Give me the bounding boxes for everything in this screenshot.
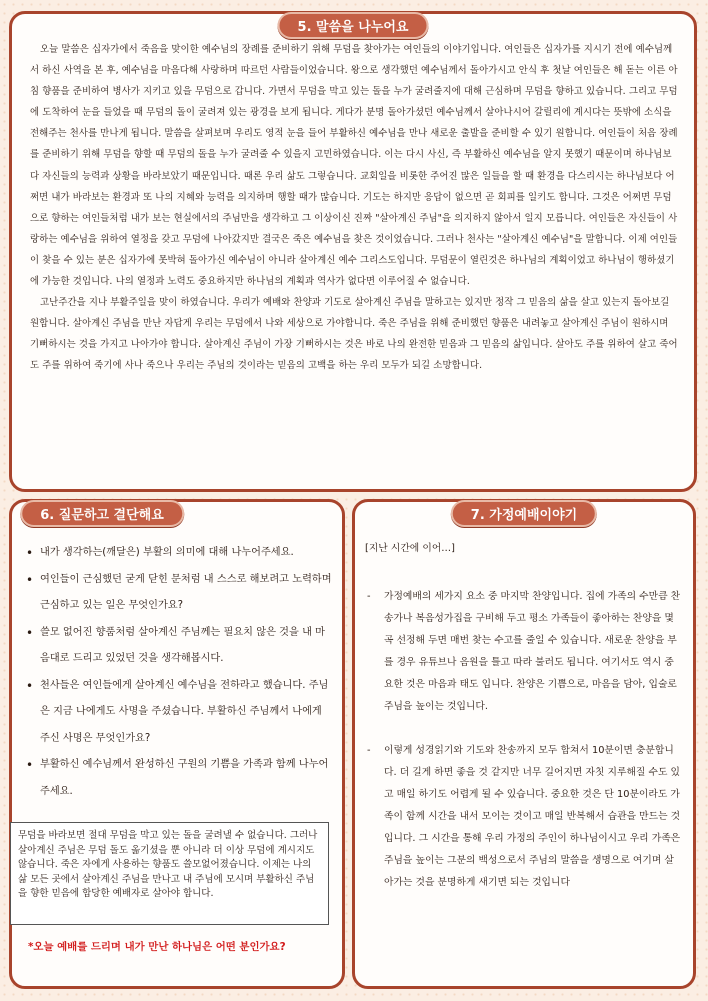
question-item: • 내가 생각하는(깨달은) 부활의 의미에 대해 나누어주세요. [26, 540, 334, 567]
question-item: • 여인들이 근심했던 굳게 닫힌 문처럼 내 스스로 해보려고 노력하며 근심하고 있는 일은 무엇인가요? [26, 567, 334, 620]
section-5-body [30, 39, 680, 377]
section-5-title: 5. 말씀을 나누어요 [278, 12, 429, 39]
section-7-box [352, 499, 696, 989]
section-5-paragraph-2: 고난주간을 지나 부활주일을 맞이 하였습니다. 우리가 예배와 찬양과 기도로 살아계신 주님을 말하고는 있지만 정작 그 믿음의 삶을 살고 있는지 돌아보길 원합니다. 살아계신 주님을 만난 자답게 우리는 무덤에서 나와 세상으로 가야합니다. 죽은 주님을 위해 준비했던 향품은 내려놓고 살아계신 주님이 원하시며 기뻐하시는 것을 가지고 나아가야 합니다. 살아계신 주님이 가장 기뻐하시는 것은 바로 나의 완전한 믿음과 그 믿음의 삶입니다. 살아도 주를 위하여 살고 죽어도 주를 위하여 죽기에 사나 죽으나 우리는 주님의 것이라는 믿음의 고백을 하는 우리 모두가 되길 소망합니다. [30, 297, 678, 372]
question-list [26, 540, 334, 805]
question-item: • 천사들은 여인들에게 살아계신 예수님을 전하라고 했습니다. 주님은 지금 나에게도 사명을 주셨습니다. 부활하신 주님께서 나에게 주신 사명은 무엇인가요? [26, 673, 334, 753]
reflection-prompt: *오늘 예배를 드리며 내가 만난 하나님은 어떤 분인가요? [28, 941, 286, 953]
section-7-lead: [지난 시간에 이어…] [365, 543, 455, 554]
question-item: • 쓸모 없어진 향품처럼 살아계신 주님께는 필요치 않은 것을 내 마음대로 드리고 있었던 것을 생각해봅시다. [26, 620, 334, 673]
summary-note: 무덤을 바라보면 절대 무덤을 막고 있는 돌을 굴려낼 수 없습니다. 그러나 살아계신 주님은 무덤 돌도 옮기셨을 뿐 아니라 더 이상 무덤에 계시지도 않습니다. 죽은 자에게 사용하는 향품도 쓸모없어졌습니다. 이제는 나의 삶 모든 곳에서 살아계신 주님을 만나고 내 주님에 모시며 부활하신 주님을 향한 믿음에 합당한 예배자로 살아야 합니다. [10, 822, 329, 925]
question-item: • 부활하신 예수님께서 완성하신 구원의 기쁨을 가족과 함께 나누어 주세요. [26, 752, 334, 805]
section-7-body [365, 538, 683, 894]
section-7-title: 7. 가정예배이야기 [451, 500, 597, 527]
section-6-title: 6. 질문하고 결단해요 [20, 500, 184, 527]
section-5-paragraph-1: 오늘 말씀은 십자가에서 죽음을 맞이한 예수님의 장례를 준비하기 위해 무덤을 찾아가는 여인들의 이야기입니다. 여인들은 십자가를 지시기 전에 예수님께서 하신 사역을 본 후, 예수님을 마음다해 사랑하며 따르던 사람들이었습니다. 왕으로 생각했던 예수님께서 돌아가시고 안식 후 첫날 여인들은 해 돋는 이른 아침 향품을 준비하여 병사가 지키고 있을 무덤으로 갑니다. 가면서 무덤을 막고 있는 돌을 누가 굴려줄지에 대해 근심하며 무덤을 향하고 있습니다. 그리고 무덤에 도착하여 눈을 들었을 때 무덤의 돌이 굴려져 있는 광경을 보게 됩니다. 게다가 분명 돌아가셨던 예수님께서 살아나시어 갈릴리에 계시다는 뜻밖에 소식을 전해주는 천사를 만나게 됩니다. 말씀을 살펴보며 우리도 영적 눈을 들어 부활하신 예수님을 만나 새로운 출발을 준비할 수 있기 원합니다. 여인들이 처음 장례를 준비하기 위해 무덤을 향할 때 무덤의 돌을 누가 굴려줄 수 있을지 고민하였습니다. 이는 다시 사신, 즉 부활하신 예수님을 알지 못했기 때문이며 하나님보다 자신들의 능력과 상황을 바라보았기 때문입니다. 때론 우리 삶도 그렇습니다. 교회일을 비롯한 주어진 많은 일들을 할 때 환경을 다스리시는 하나님보다 어쩌면 내가 바라보는 환경과 또 나의 지혜와 능력을 의지하며 행할 때가 많습니다. 기도는 하지만 응답이 없으면 곧 회피를 일키도 합니다. 그것은 어쩌면 무덤으로 향하는 여인들처럼 내가 보는 현실에서의 주님만을 생각하고 그 이상이신 진짜 "살아계신 주님"을 의지하지 않아서 일지 모릅니다. 여인들은 자신들이 사랑하는 예수님을 위하여 열정을 갖고 무덤에 나아갔지만 결국은 죽은 예수님을 찾은 것이었습니다. 그러나 천사는 "살아계신 예수님"을 말합니다. 이제 여인들이 찾을 수 있는 분은 십자가에 못박혀 돌아가신 예수님이 아니라 살아계신 예수 그리스도입니다. 무덤문이 열린것은 하나님의 계획이었고 하나님이 행하셨기에 가능한 것입니다. 나의 열정과 노력도 중요하지만 하나님의 계획과 역사가 없다면 이루어질 수 없습니다. [30, 44, 678, 288]
section-7-item: - 이렇게 성경읽기와 기도와 찬송까지 모두 합쳐서 10분이면 충분합니다. 더 길게 하면 좋을 것 같지만 너무 길어지면 자칫 지루해질 수도 있고 매일 하기도 어렵게 될 수 있습니다. 중요한 것은 단 10분이라도 가족이 함께 시간을 내서 모이는 것이고 매일 반복해서 습관을 만드는 것입니다. 그 시간을 통해 우리 가정의 주인이 하나님이시고 우리 가족은 주님을 높이는 그분의 백성으로서 주님의 말씀을 생명으로 여기며 살아가는 것을 분명하게 새기면 되는 것입니다 [365, 740, 683, 894]
section-7-item: - 가정예배의 세가지 요소 중 마지막 찬양입니다. 집에 가족의 수만큼 찬송가나 복음성가집을 구비해 두고 평소 가족들이 좋아하는 찬양을 몇 곡 선정해 두면 매번 찾는 수고를 줄일 수 있습니다. 새로운 찬양을 부를 경우 유튜브나 음원을 틀고 따라 불러도 됩니다. 여기서도 역시 중요한 것은 마음과 태도 입니다. 찬양은 기쁨으로, 마음을 담아, 입술로 주님을 높이는 것입니다. [365, 586, 683, 718]
section-5-box [9, 11, 697, 492]
